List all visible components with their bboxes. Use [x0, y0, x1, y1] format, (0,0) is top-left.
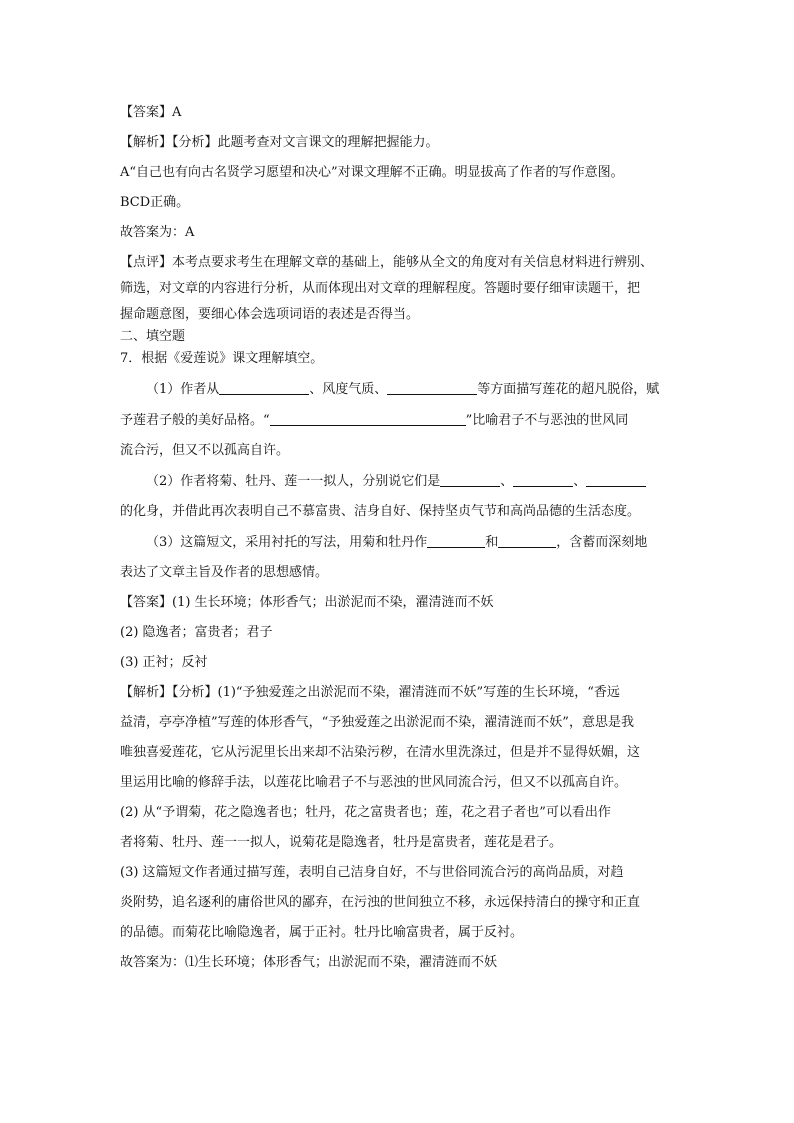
- answer-blank[interactable]: [498, 533, 556, 548]
- analysis7-line8: 炎附势，追名逐利的庸俗世风的鄙弃，在污浊的世间独立不移，永远保持清白的操守和正直: [120, 895, 641, 910]
- answer-blank[interactable]: [219, 380, 309, 395]
- q7-part3-line2: 表达了文章主旨及作者的思想感情。: [120, 565, 329, 580]
- analysis7-line1: 【解析】【分析】(1)“予独爱莲之出淤泥而不染，濯清涟而不妖”写莲的生长环境，“香远: [120, 685, 620, 700]
- analysis7-line4: 里运用比喻的修辞手法，以莲花比喻君子不与恶浊的世风同流合污，但又不以孤高自许。: [120, 775, 628, 790]
- q7-part2-line2: 的化身，并借此再次表明自己不慕富贵、洁身自好、保持坚贞气节和高尚品德的生活态度。: [120, 504, 641, 519]
- q7-text: 予莲君子般的美好品格。“: [120, 413, 270, 428]
- q7-part1-line1: [120, 380, 680, 399]
- answer-line: 【答案】A: [120, 105, 182, 120]
- q7-text: ，含蓄而深刻地: [556, 535, 648, 550]
- analysis7-line2: 益清，亭亭净植”写莲的体形香气，“予独爱莲之出淤泥而不染，濯清涟而不妖”，意思是我: [120, 715, 634, 730]
- q7-part1-line2: [120, 411, 680, 430]
- q7-part3-line1: [120, 533, 680, 552]
- final-answer-line: 故答案为：A: [120, 225, 195, 240]
- q7-part2-line1: [120, 472, 680, 491]
- q7-text: （2）作者将菊、牡丹、莲一一拟人，分别说它们是: [146, 474, 441, 489]
- analysis-line: 【解析】【分析】此题考查对文言课文的理解把握能力。: [120, 135, 439, 150]
- q7-text: （3）这篇短文，采用衬托的写法，用菊和牡丹作: [146, 535, 428, 550]
- analysis7-line7: (3) 这篇短文作者通过描写莲，表明自己洁身自好，不与世俗同流合污的高尚品质，对趋: [120, 865, 624, 880]
- answer-blank[interactable]: [270, 411, 466, 426]
- q7-text: 、: [573, 474, 587, 489]
- analysis-option-a: A“自己也有向古名贤学习愿望和决心”对课文理解不正确。明显拔高了作者的写作意图。: [120, 165, 624, 180]
- comment-line-2: 筛选，对文章的内容进行分析，从而体现出对文章的理解程度。答题时要仔细审读题干，把: [120, 281, 641, 296]
- comment-line-3: 握命题意图，要细心体会选项词语的表述是否得当。: [120, 307, 420, 322]
- comment-line-1: 【点评】本考点要求考生在理解文章的基础上，能够从全文的角度对有关信息材料进行辨别、: [120, 255, 654, 270]
- analysis-option-bcd: BCD正确。: [120, 195, 190, 210]
- answer7-line3: (3) 正衬；反衬: [120, 655, 208, 670]
- final-answer-7: 故答案为：⑴生长环境；体形香气；出淤泥而不染，濯清涟而不妖: [120, 955, 498, 970]
- q7-text: ”比喻君子不与恶浊的世风同: [465, 413, 629, 428]
- analysis7-line3: 唯独喜爱莲花，它从污泥里长出来却不沾染污秽，在清水里洗涤过，但是并不显得妖媚，这: [120, 745, 641, 760]
- analysis7-line5: (2) 从“予谓菊，花之隐逸者也；牡丹，花之富贵者也；莲，花之君子者也”可以看出作: [120, 805, 611, 820]
- answer-blank[interactable]: [513, 472, 573, 487]
- q7-text: （1）作者从: [146, 382, 220, 397]
- q7-part1-line3: 流合污，但又不以孤高自许。: [120, 443, 290, 458]
- answer-blank[interactable]: [427, 533, 485, 548]
- q7-text: 、: [500, 474, 514, 489]
- analysis7-line9: 的品德。而菊花比喻隐逸者，属于正衬。牡丹比喻富贵者，属于反衬。: [120, 925, 524, 940]
- q7-text: 、风度气质、: [309, 382, 388, 397]
- document-content: [120, 104, 680, 984]
- q7-text: 和: [485, 535, 499, 550]
- answer-blank[interactable]: [586, 472, 646, 487]
- answer7-line1: 【答案】(1) 生长环境；体形香气；出淤泥而不染，濯清涟而不妖: [120, 595, 494, 610]
- analysis7-line6: 者将菊、牡丹、莲一一拟人，说菊花是隐逸者，牡丹是富贵者，莲花是君子。: [120, 835, 563, 850]
- question-7-stem: 7．根据《爱莲说》课文理解填空。: [120, 351, 324, 366]
- section-heading: 二、填空题: [120, 329, 186, 344]
- answer-blank[interactable]: [387, 380, 477, 395]
- answer-blank[interactable]: [440, 472, 500, 487]
- answer7-line2: (2) 隐逸者；富贵者；君子: [120, 625, 273, 640]
- q7-text: 等方面描写莲花的超凡脱俗，赋: [477, 382, 660, 397]
